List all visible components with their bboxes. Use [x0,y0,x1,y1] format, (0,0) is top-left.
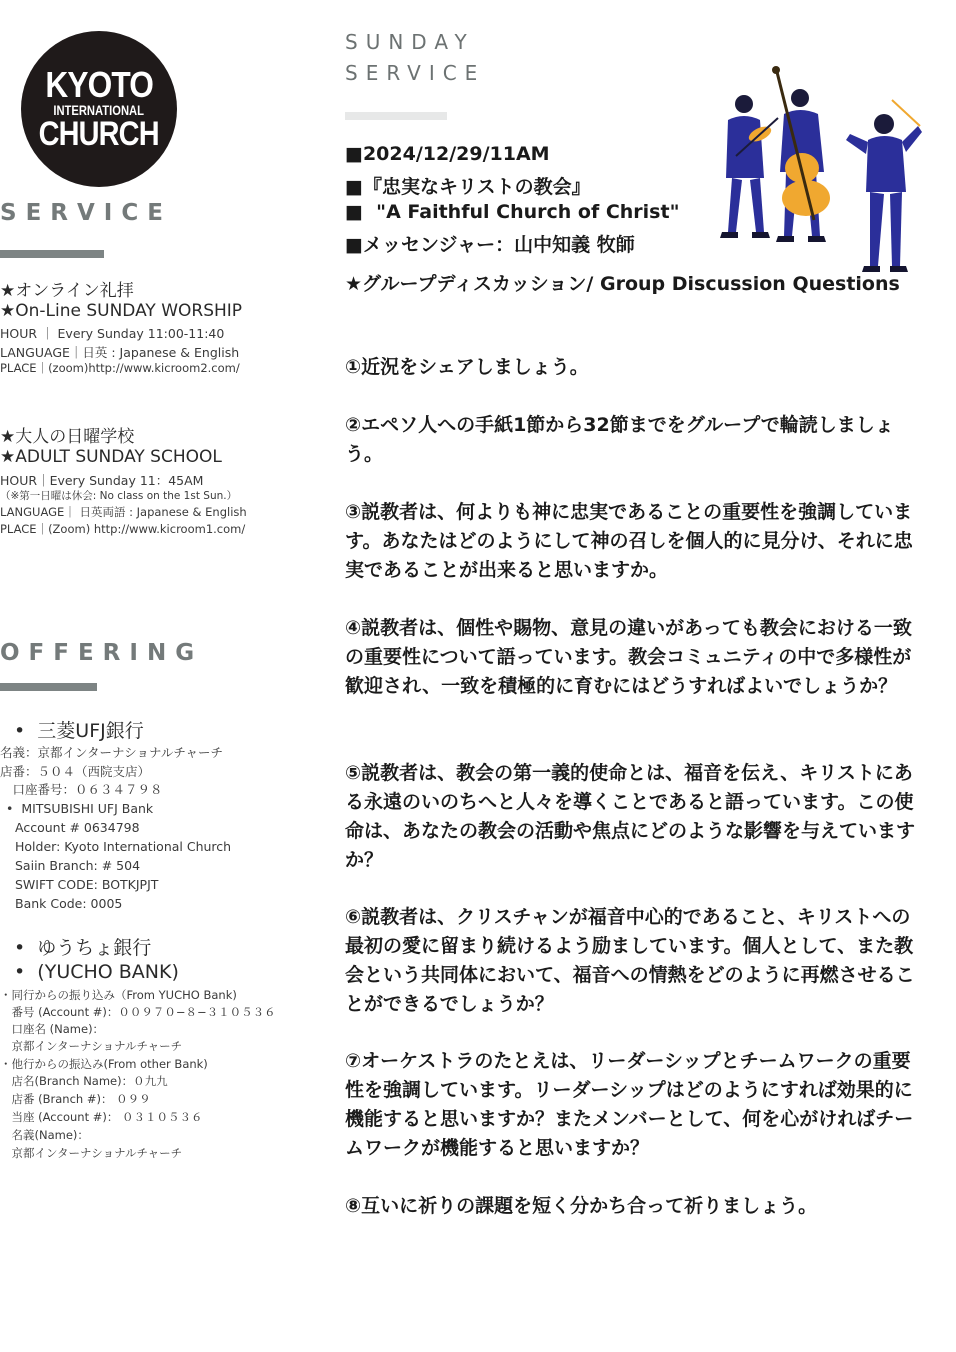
bank1-account-en: Account # 0634798 [15,820,140,835]
sunday-divider [345,112,447,120]
sunday-heading-line2: SERVICE [345,61,486,85]
sermon-title-jp: ■『忠実なキリストの教会』 [345,176,591,198]
logo-line-church: CHURCH [38,115,160,153]
question-7: ⑦オーケストラのたとえは、リーダーシップとチームワークの重要性を強調しています。リーダーシップはどのようにすれば効果的に機能すると思いますか？またメンバーとして、何を心がければチームワークが機能すると思いますか？ [345,1050,914,1159]
adult-title-jp: ★大人の日曜学校 [0,427,135,447]
bank2-line-4: 京都インターナショナルチャーチ [0,1039,183,1053]
bank1-branch-en: Saiin Branch: # 504 [15,858,141,873]
bank2-line-5: ・他行からの振込み(From other Bank) [0,1057,208,1071]
bassist-icon [772,66,830,242]
service-date: ■2024/12/29/11AM [345,143,550,165]
sunday-heading-line1: SUNDAY [345,30,475,54]
service-divider [0,250,104,258]
service-heading: SERVICE [0,200,172,226]
church-logo [21,31,177,187]
adult-title-en: ★ADULT SUNDAY SCHOOL [0,447,222,467]
orchestra-illustration-icon [706,60,930,274]
question-5: ⑤説教者は、教会の第一義的使命とは、福音を伝え、キリストにある永遠のいのちへと人々を導くことであると語っています。この使命は、あなたの教会の活動や焦点にどのような影響を与えていますか？ [345,762,916,871]
bank1-name: • 三菱UFJ銀行 [14,720,144,742]
violinist-icon [720,95,778,238]
bank2-line-3: 口座名 (Name)： [0,1022,105,1036]
bank2-name-en: • (YUCHO BANK) [14,961,179,983]
bank2-name: • ゆうちょ銀行 [14,937,152,959]
bank1-holder-en: Holder: Kyoto International Church [15,839,232,854]
bank2-line-2: 番号 (Account #)：００９７０−８−３１０５３６ [0,1005,276,1019]
bank2-line-1: ・同行からの振り込み（From YUCHO Bank) [0,988,237,1002]
online-hour: HOUR ｜ Every Sunday 11:00-11:40 [0,326,225,341]
question-1: ①近況をシェアしましょう。 [345,356,589,378]
offering-divider [0,683,97,691]
messenger: ■メッセンジャー：山中知義 牧師 [345,234,635,256]
bank2-line-9: 名義(Name)： [0,1128,89,1142]
adult-language: LANGUAGE｜ 日英両語 : Japanese & English [0,505,247,519]
sermon-title-en: ■ "A Faithful Church of Christ" [345,201,680,223]
bank1-bank-code: Bank Code: 0005 [15,896,123,911]
question-4: ④説教者は、個性や賜物、意見の違いがあっても教会における一致の重要性について語っています。教会コミュニティの中で多様性が歓迎され、一致を積極的に育むにはどうすればよいでしょうか？ [345,617,912,697]
discussion-heading: ★グループディスカッション/ Group Discussion Questions [345,273,900,295]
online-title-jp: ★オンライン礼拝 [0,281,134,301]
bank1-holder-jp: 名義：京都インターナショナルチャーチ [0,745,224,760]
adult-note: （※第一日曜は休会: No class on the 1st Sun.） [0,490,238,502]
question-3: ③説教者は、何よりも神に忠実であることの重要性を強調しています。あなたはどのようにして神の召しを個人的に見分け、それに忠実であることが出来ると思いますか。 [345,501,913,581]
logo-line-kyoto: KYOTO [45,64,153,105]
bank1-name-en: • MITSUBISHI UFJ Bank [6,801,154,816]
online-title-en: ★On-Line SUNDAY WORSHIP [0,301,243,321]
adult-place: PLACE｜(Zoom) http://www.kicroom1.com/ [0,522,246,536]
logo-line-international: INTERNATIONAL [53,102,145,118]
online-place: PLACE｜(zoom)http://www.kicroom2.com/ [0,361,240,375]
conductor-icon [846,100,922,272]
bank1-branch-jp: 店番：５０４（西院支店） [0,764,151,779]
question-8: ⑧互いに祈りの課題を短く分かち合って祈りましょう。 [345,1195,818,1217]
bank2-line-8: 当座 (Account #)： ０３１０５３６ [0,1110,203,1124]
online-language: LANGUAGE｜日英 : Japanese & English [0,345,240,360]
bank2-line-6: 店名(Branch Name)：０九九 [0,1074,168,1088]
bank2-line-10: 京都インターナショナルチャーチ [0,1146,183,1160]
adult-hour: HOUR｜Every Sunday 11：45AM [0,473,204,488]
bank2-line-7: 店番 (Branch #)： ０９９ [0,1092,151,1106]
bank1-swift: SWIFT CODE: BOTKJPJT [15,877,159,892]
question-6: ⑥説教者は、クリスチャンが福音中心的であること、キリストへの最初の愛に留まり続けるよう励ましています。個人として、また教会という共同体において、福音への情熱をどのように再燃させることができるでしょうか？ [345,906,915,1015]
bank1-account-jp: 口座番号：０６３４７９８ [0,782,163,797]
offering-heading: OFFERING [0,640,204,666]
question-2: ②エペソ人への手紙1節から32節までをグループで輪読しましょう。 [345,414,894,465]
